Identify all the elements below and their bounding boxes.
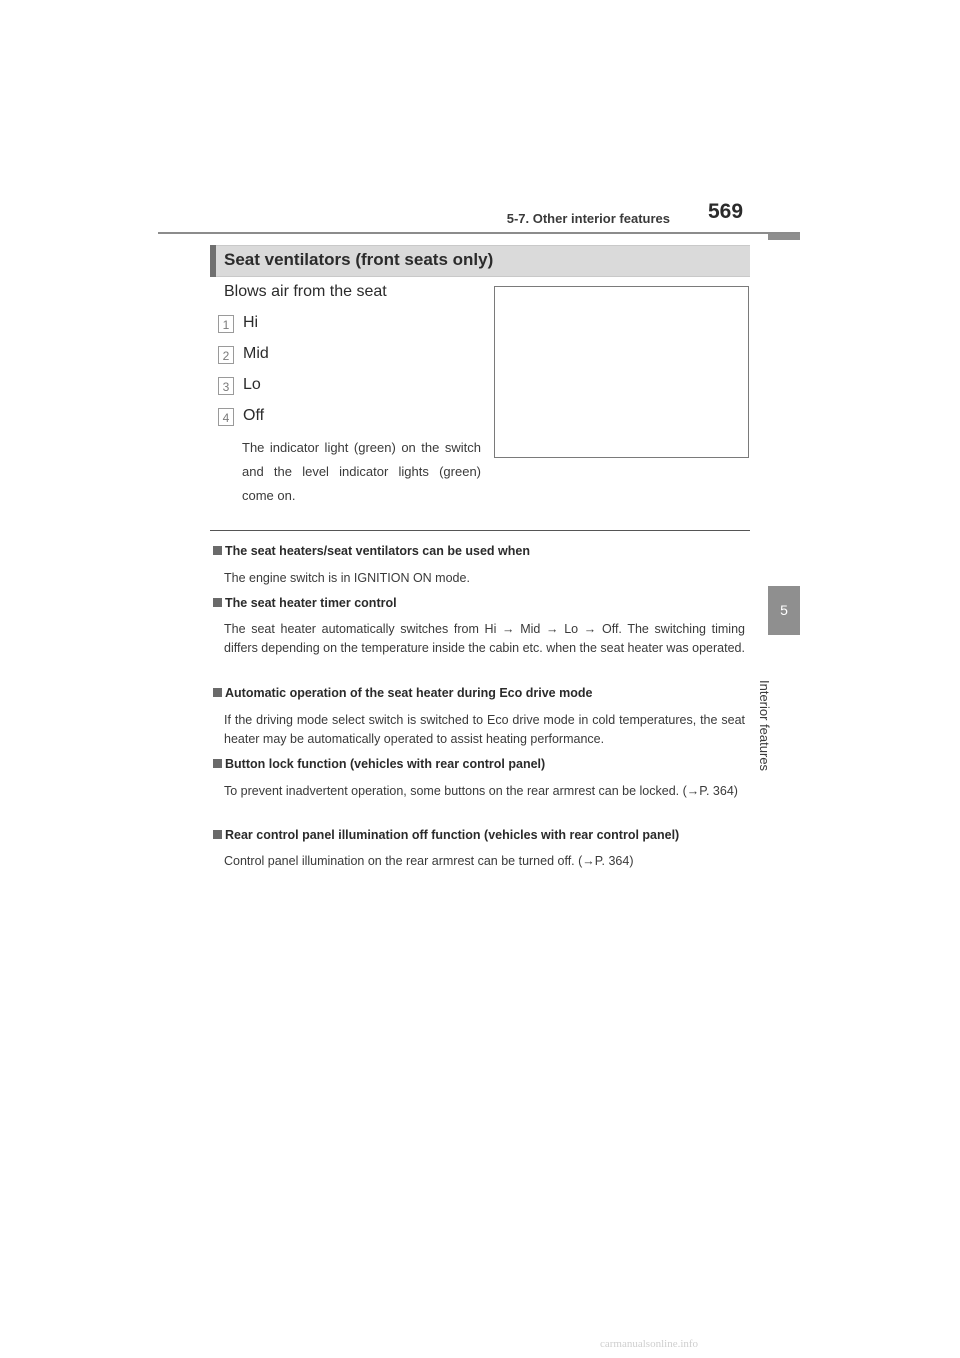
switch-illustration <box>494 286 749 458</box>
bullet-square-icon <box>213 759 222 768</box>
item-label-off: Off <box>243 407 265 424</box>
bullet-square-icon <box>213 546 222 555</box>
bullet-square-icon <box>213 830 222 839</box>
chapter-label: Interior features <box>757 680 772 772</box>
side-tab-rule <box>768 234 800 240</box>
item-label-lo: Lo <box>243 376 261 393</box>
chapter-tab[interactable]: 5 <box>768 586 800 635</box>
item-number-4-icon: 4 <box>218 408 234 426</box>
item-number-3-icon: 3 <box>218 377 234 395</box>
item-label-hi: Hi <box>243 314 259 331</box>
header-section-title: 5-7. Other interior features <box>506 211 670 226</box>
header-rule <box>158 232 800 234</box>
watermark: carmanualsonline.info <box>600 1338 699 1350</box>
section-divider <box>210 530 750 531</box>
info-title: The seat heaters/seat ventilators can be used when <box>213 544 530 558</box>
item-number-1-icon: 1 <box>218 315 234 333</box>
bullet-square-icon <box>213 688 222 697</box>
intro-text: Blows air from the seat <box>224 283 387 300</box>
info-body: Control panel illumination on the rear armrest can be turned off. (→P. 364) <box>224 854 634 868</box>
info-title: The seat heater timer control <box>213 596 397 610</box>
info-body: To prevent inadvertent operation, some buttons on the rear armrest can be locked. (→P. 364) <box>224 784 738 798</box>
section-heading-marker <box>210 245 216 277</box>
bullet-square-icon <box>213 598 222 607</box>
info-title: Rear control panel illumination off function (vehicles with rear control panel) <box>213 828 679 842</box>
item-number-2-icon: 2 <box>218 346 234 364</box>
item-label-mid: Mid <box>243 345 269 362</box>
info-body: The seat heater automatically switches from Hi → Mid → Lo → Off. The switching timing differs depending on the temperature inside the cabin etc. when the seat heater was operated. <box>224 622 745 655</box>
indicator-note: The indicator light (green) on the switch and the level indicator lights (green) come on. <box>242 440 481 503</box>
page-number: 569 <box>708 200 744 223</box>
info-body: If the driving mode select switch is switched to Eco drive mode in cold temperatures, the seat heater may be automatically operated to assist heating performance. <box>224 713 745 746</box>
info-title: Automatic operation of the seat heater during Eco drive mode <box>213 686 592 700</box>
info-title: Button lock function (vehicles with rear control panel) <box>213 757 545 771</box>
section-heading: Seat ventilators (front seats only) <box>224 250 494 269</box>
info-body: The engine switch is in IGNITION ON mode. <box>224 571 470 585</box>
